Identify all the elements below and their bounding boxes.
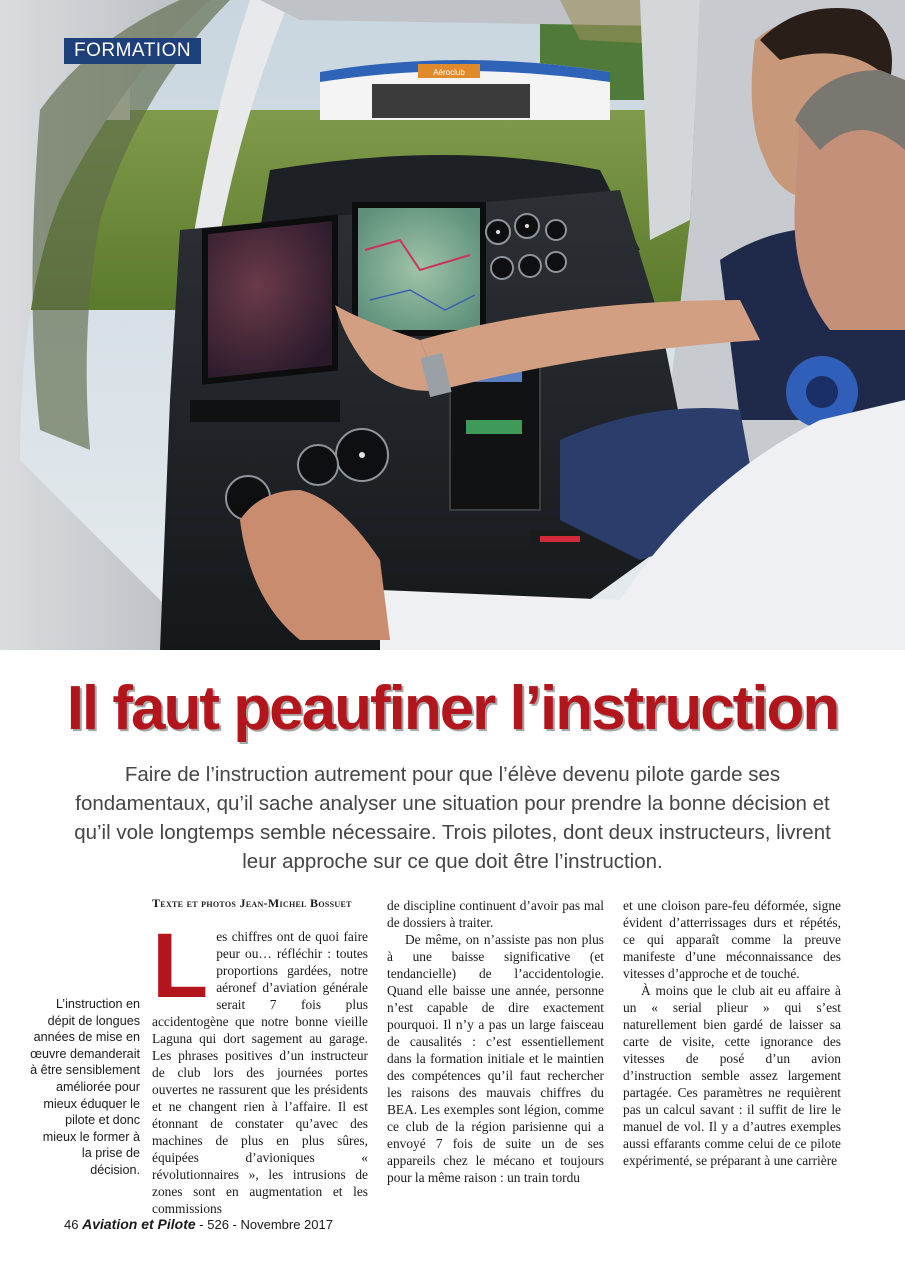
page-number: 46 <box>64 1217 79 1232</box>
body-column-3 <box>623 897 841 1169</box>
body-column-2 <box>387 897 604 1186</box>
headline: Il faut peaufiner l’instruction <box>66 674 839 743</box>
section-tag: FORMATION <box>64 38 201 64</box>
body-paragraph: et une cloison pare-feu déformée, signe évident d’atterrissages durs et répétés, ce qui apparaît comme la preuve manifeste d’une méconnaissance des vitesses d’approche et de touché. <box>623 898 841 981</box>
body-paragraph <box>152 915 368 1217</box>
page-footer <box>64 1216 333 1232</box>
hangar-sign: Aéroclub <box>433 68 465 77</box>
drop-cap: L <box>152 915 209 1017</box>
byline: Texte et photos Jean-Michel Bossuet <box>152 896 352 910</box>
issue-info: - 526 - Novembre 2017 <box>199 1217 333 1232</box>
body-paragraph: À moins que le club ait eu affaire à un « serial plieur » qui s’est naturellement bien gardé de laisser sa carte de visite, cette ignorance des vitesses de posé d’un avion d’instruction semble assez largement partagée. Ces paramètres ne requièrent pas un calcul savant : il suffit de lire le manuel de vol. Il y a d’autres exemples aussi effarants comme celui de ce pilote expérimenté, se préparant à une carrière <box>623 983 841 1168</box>
sidebar-quote: L’instruction en dépit de longues années de mise en œuvre demanderait à être sensiblement améliorée pour mieux éduquer le pilote et donc mieux le former à la prise de décision. <box>30 997 140 1177</box>
magazine-name: Aviation et Pilote <box>82 1216 196 1232</box>
body-text: es chiffres ont de quoi faire peur ou… réfléchir : toutes proportions gardées, notre aéronef d’aviation générale serait 7 fois plus accidentogène que notre bonne vieille Laguna qui dort sagement au garage. Les phrases positives d’un instructeur de club lors des journées portes ouvertes ne rassurent que les présidents et ne changent rien à l’affaire. Il est étonnant de constater qu’avec des machines de plus en plus sûres, équipées d’avioniques « révolutionnaires », les intrusions de zones sont en augmentation et les commissions <box>152 929 368 1216</box>
lead-paragraph: Faire de l’instruction autrement pour que l’élève devenu pilote garde ses fondamentaux, qu’il sache analyser une situation pour prendre la bonne décision et qu’il vole longtemps semble nécessaire. Trois pilotes, dont deux instructeurs, livrent leur approche sur ce que doit être l’instruction. <box>74 763 831 873</box>
body-paragraph: De même, on n’assiste pas non plus à une baisse significative (et tendancielle) de l’accidentologie. Quand elle baisse une année, personne n’est capable de dire exactement pourquoi. Il n’y a pas un large faisceau de causalités : c’est essentiellement dans la formation initiale et le maintien des compétences qu’il faut rechercher les raisons des mauvais chiffres du BEA. Les exemples sont légion, comme ce club de la région parisienne qui a envoyé 7 fois de suite un de ses appareils chez le mécano et toujours pour la même raison : un train tordu <box>387 932 604 1185</box>
body-column-1 <box>152 915 368 1217</box>
body-paragraph: de discipline continuent d’avoir pas mal de dossiers à traiter. <box>387 898 604 930</box>
